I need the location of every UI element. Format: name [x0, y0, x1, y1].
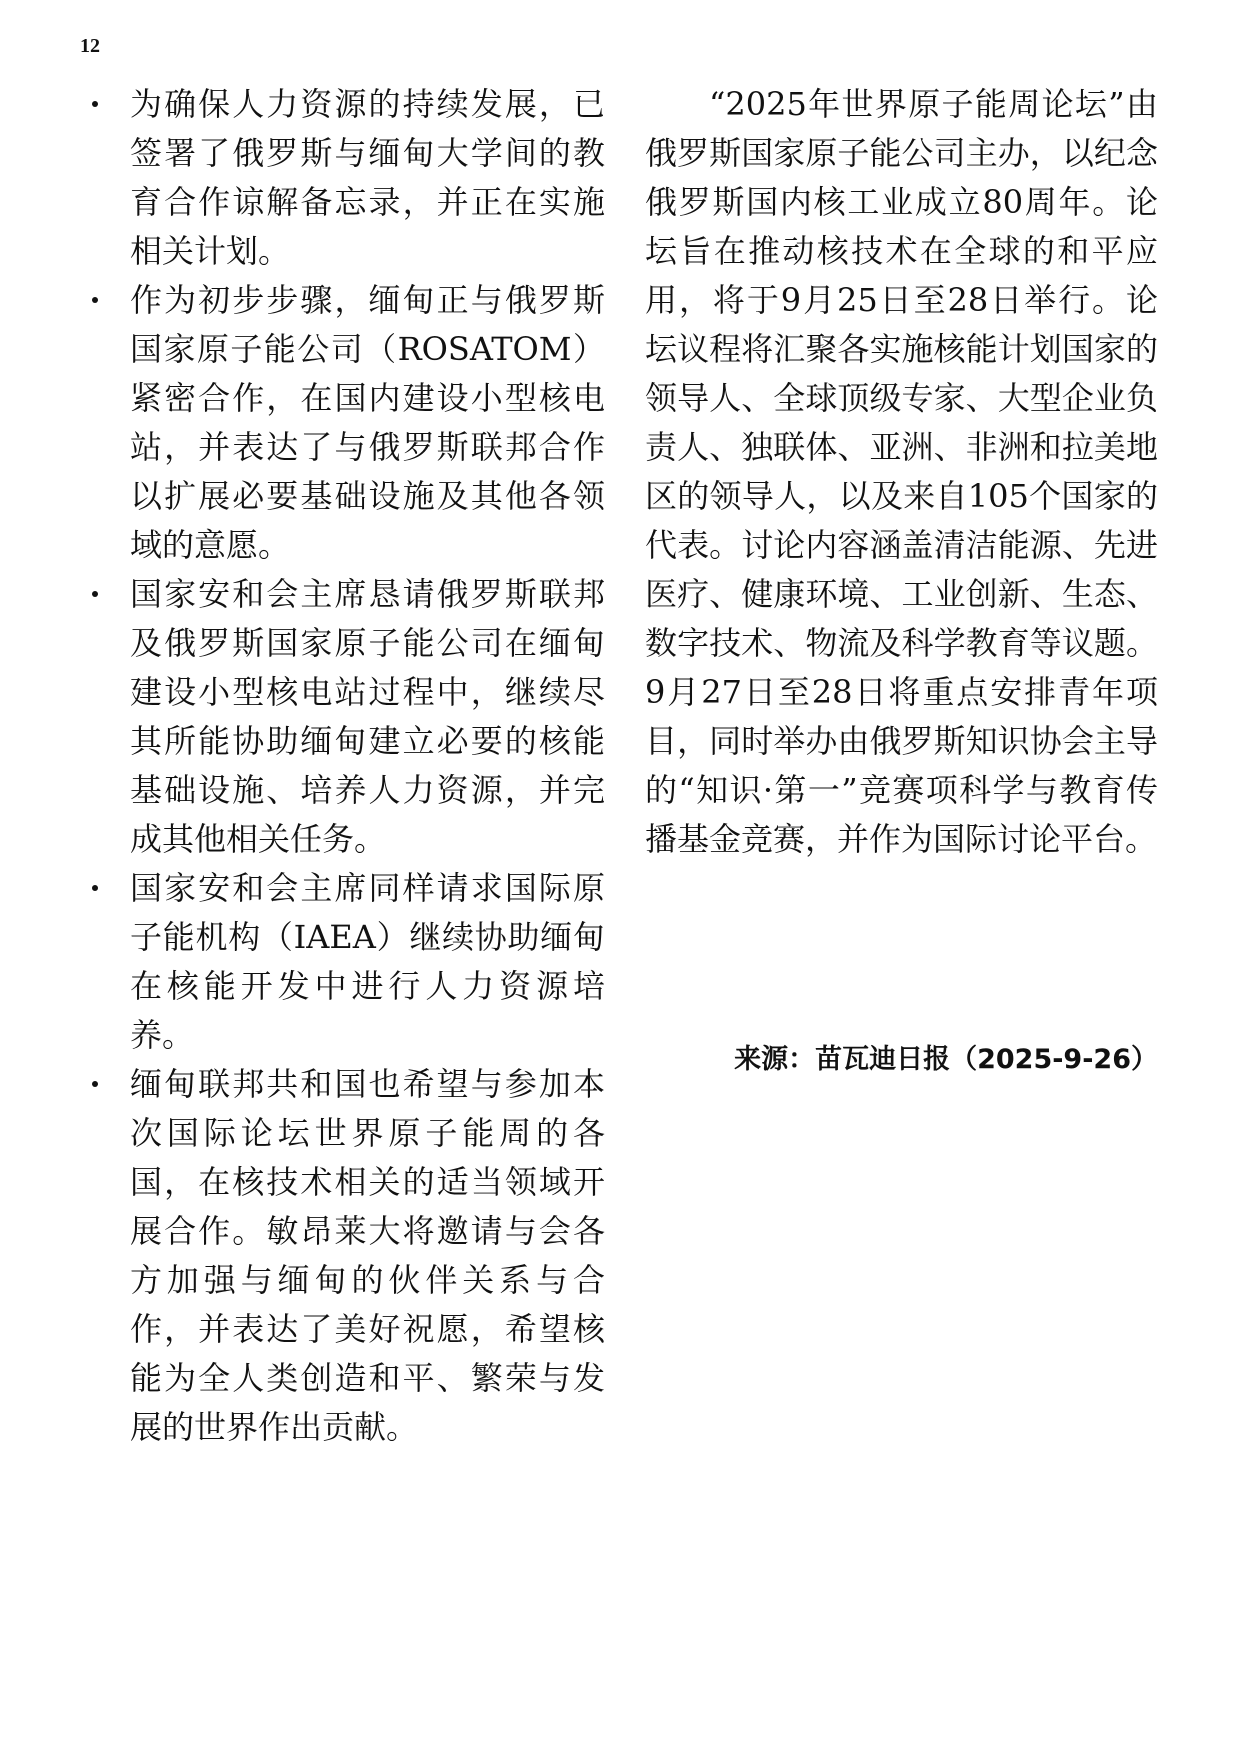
- list-item-text: 为确保人力资源的持续发展，已签署了俄罗斯与缅甸大学间的教育合作谅解备忘录，并正在实施相关计划。: [130, 85, 605, 270]
- bullet-list: [80, 80, 605, 1452]
- bullet-icon: [92, 1081, 98, 1087]
- left-column: [80, 80, 605, 1452]
- list-item-text: 缅甸联邦共和国也希望与参加本次国际论坛世界原子能周的各国，在核技术相关的适当领域开展合作。敏昂莱大将邀请与会各方加强与缅甸的伙伴关系与合作，并表达了美好祝愿，希望核能为全人类创造和平、繁荣与发展的世界作出贡献。: [130, 1065, 605, 1446]
- list-item: [80, 80, 605, 276]
- bullet-icon: [92, 297, 98, 303]
- list-item-text: 国家安和会主席同样请求国际原子能机构（IAEA）继续协助缅甸在核能开发中进行人力资源培养。: [130, 869, 605, 1054]
- list-item-text: 作为初步步骤，缅甸正与俄罗斯国家原子能公司（ROSATOM）紧密合作，在国内建设小型核电站，并表达了与俄罗斯联邦合作以扩展必要基础设施及其他各领域的意愿。: [130, 281, 605, 564]
- list-item: [80, 276, 605, 570]
- bullet-icon: [92, 591, 98, 597]
- bullet-icon: [92, 885, 98, 891]
- list-item: [80, 1060, 605, 1452]
- source-citation: 来源：苗瓦迪日报（2025-9-26）: [734, 1044, 1158, 1075]
- right-column: [645, 80, 1158, 864]
- list-item: [80, 864, 605, 1060]
- bullet-icon: [92, 101, 98, 107]
- list-item-text: 国家安和会主席恳请俄罗斯联邦及俄罗斯国家原子能公司在缅甸建设小型核电站过程中，继续尽其所能协助缅甸建立必要的核能基础设施、培养人力资源，并完成其他相关任务。: [130, 575, 605, 858]
- list-item: [80, 570, 605, 864]
- page-number: 12: [80, 35, 100, 57]
- forum-paragraph: “2025年世界原子能周论坛”由俄罗斯国家原子能公司主办，以纪念俄罗斯国内核工业成立80周年。论坛旨在推动核技术在全球的和平应用，将于9月25日至28日举行。论坛议程将汇聚各实施核能计划国家的领导人、全球顶级专家、大型企业负责人、独联体、亚洲、非洲和拉美地区的领导人，以及来自105个国家的代表。讨论内容涵盖清洁能源、先进医疗、健康环境、工业创新、生态、数字技术、物流及科学教育等议题。9月27日至28日将重点安排青年项目，同时举办由俄罗斯知识协会主导的“知识·第一”竞赛项科学与教育传播基金竞赛，并作为国际讨论平台。: [645, 85, 1158, 858]
